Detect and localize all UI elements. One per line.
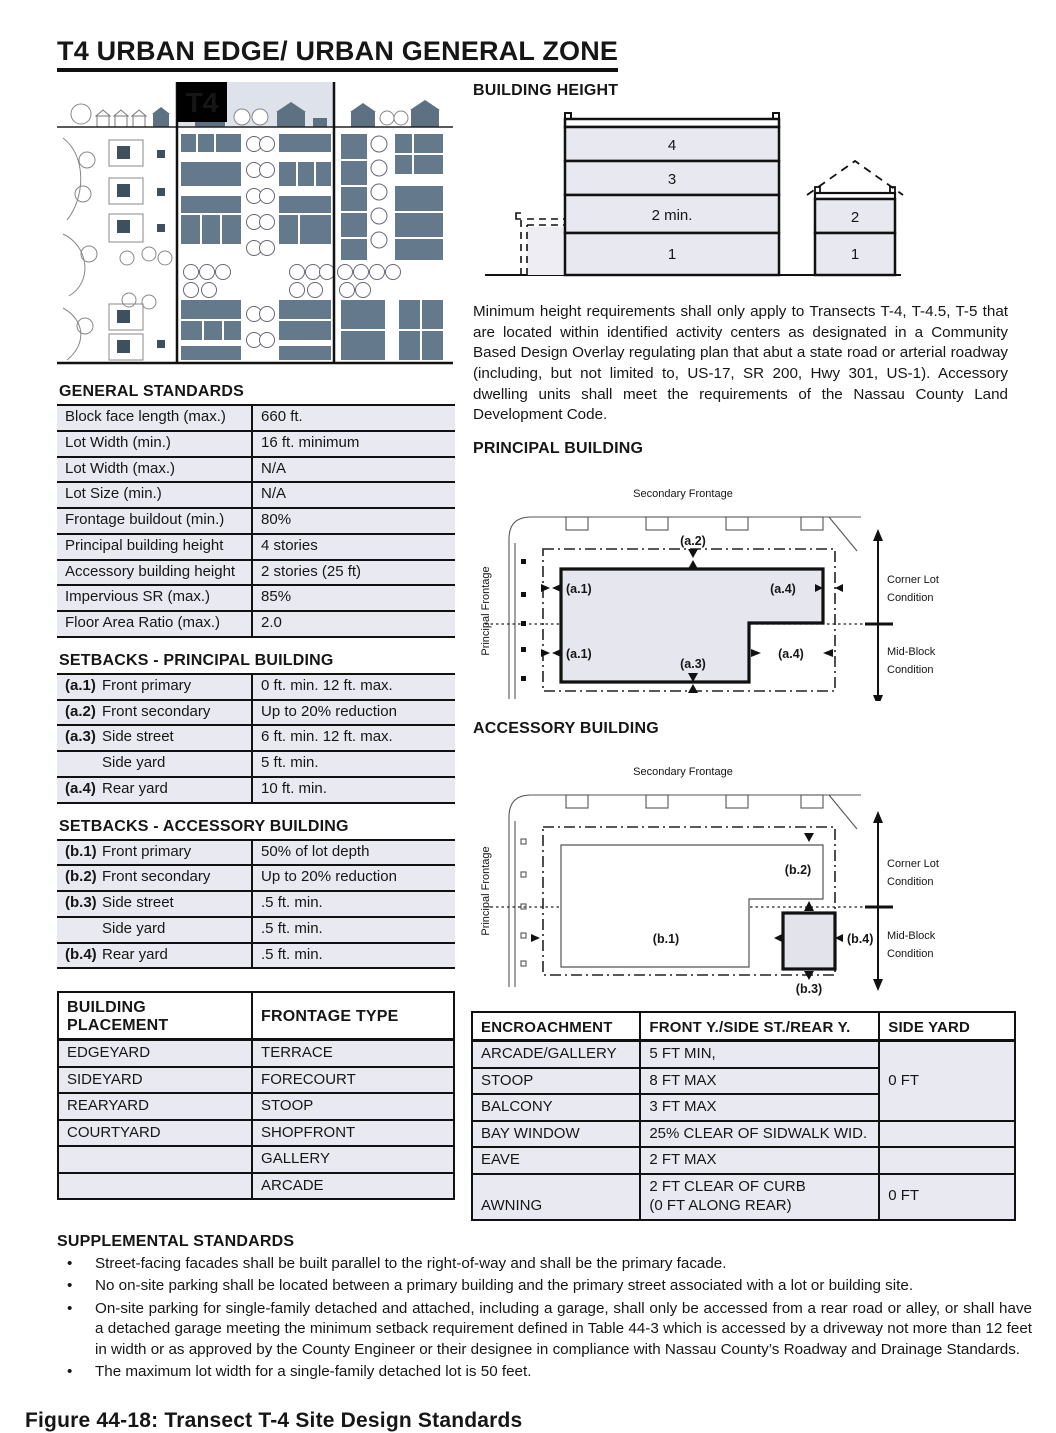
figure-caption: Figure 44-18: Transect T-4 Site Design Standards [25, 1408, 523, 1432]
setbacks-accessory-heading: SETBACKS - ACCESSORY BUILDING [59, 817, 349, 835]
table-row: (a.3) Side street 6 ft. min. 12 ft. max. [57, 725, 455, 751]
front-yard-header: FRONT Y./SIDE ST./REAR Y. [640, 1012, 879, 1041]
general-standards-table [57, 404, 455, 638]
secondary-frontage-label: Secondary Frontage [633, 766, 733, 779]
table-row: GALLERY [58, 1146, 454, 1173]
table-row: STOOP 8 FT MAX [472, 1068, 1015, 1095]
svg-text:(a.1): (a.1) [566, 582, 592, 597]
setbacks-accessory-table [57, 839, 455, 970]
table-row: COURTYARD SHOPFRONT [58, 1120, 454, 1147]
encroachment-header: ENCROACHMENT [472, 1012, 640, 1041]
encroachment-table [471, 1011, 1016, 1221]
svg-text:(a.4): (a.4) [770, 582, 796, 597]
supplemental-standards [57, 1233, 1032, 1383]
frontage-markers [521, 559, 526, 681]
general-standards-heading: GENERAL STANDARDS [59, 383, 245, 400]
svg-text:(a.3): (a.3) [680, 657, 706, 672]
table-row: (b.3) Side street .5 ft. min. [57, 891, 455, 917]
svg-text:Mid-Block: Mid-Block [887, 930, 936, 943]
plan-right-zone [341, 134, 443, 360]
svg-text:Condition: Condition [887, 948, 934, 961]
table-row: ARCADE/GALLERY 5 FT MIN, 0 FT [472, 1041, 1015, 1068]
t4-badge-label: T4 [185, 87, 219, 118]
table-row: BALCONY 3 FT MAX [472, 1094, 1015, 1121]
table-row: (b.1) Front primary 50% of lot depth [57, 840, 455, 866]
svg-text:Corner Lot: Corner Lot [887, 574, 939, 587]
height-note: Minimum height requirements shall only apply to Transects T-4, T-4.5, T-5 that are located within identified activity centers as designated in a Community Based Design Overlay regulating plan that abut a state road or arterial roadway (including, but not limited to, US-17, SR 200, Hwy 301, US-1). Accessory dwelling units shall meet the requirements of the Nassau County Land Development Code. [473, 303, 1008, 424]
building-height-diagram [477, 103, 907, 289]
frontage-header: FRONTAGE TYPE [252, 992, 454, 1040]
frontage-markers [521, 839, 526, 966]
table-header-row [58, 992, 454, 1040]
table-row: SIDEYARD FORECOURT [58, 1067, 454, 1094]
table-row: EDGEYARD TERRACE [58, 1040, 454, 1067]
principal-frontage-label: Principal Frontage [480, 846, 492, 936]
side-yard-value: 0 FT [879, 1041, 1015, 1121]
table-row: (a.1) Front primary 0 ft. min. 12 ft. max. [57, 674, 455, 700]
table-row: (a.4) Rear yard 10 ft. min. [57, 777, 455, 803]
table-row: Block face length (max.) 660 ft. [57, 405, 455, 431]
bullet-icon: • [67, 1363, 73, 1381]
svg-text:Corner Lot: Corner Lot [887, 858, 939, 871]
svg-text:(a.2): (a.2) [680, 534, 706, 549]
page-title: T4 URBAN EDGE/ URBAN GENERAL ZONE [57, 36, 618, 72]
transect-illustration [57, 82, 453, 368]
list-item: • Street-facing facades shall be built parallel to the right-of-way and shall be the primary facade. [57, 1254, 1032, 1275]
table-row: Lot Width (min.) 16 ft. minimum [57, 431, 455, 457]
table-header-row [472, 1012, 1015, 1041]
floor-label: 1 [667, 246, 677, 263]
secondary-frontage-label: Secondary Frontage [633, 488, 733, 501]
principal-building-section [565, 113, 779, 275]
supplemental-heading: SUPPLEMENTAL STANDARDS [57, 1232, 295, 1250]
condition-annotation [873, 811, 939, 991]
svg-text:Condition: Condition [887, 664, 934, 677]
floor-label: 3 [667, 171, 677, 188]
svg-text:Condition: Condition [887, 876, 934, 889]
bullet-icon: • [67, 1254, 73, 1272]
principal-building-heading: PRINCIPAL BUILDING [473, 440, 644, 458]
svg-text:(b.2): (b.2) [784, 863, 812, 878]
placement-frontage-table [57, 991, 455, 1200]
svg-text:(b.3): (b.3) [795, 982, 823, 997]
table-row: REARYARD STOOP [58, 1093, 454, 1120]
table-row: AWNING 2 FT CLEAR OF CURB (0 FT ALONG REAR) 0 FT [472, 1174, 1015, 1220]
table-row: Side yard .5 ft. min. [57, 917, 455, 943]
setbacks-principal-heading: SETBACKS - PRINCIPAL BUILDING [59, 651, 334, 669]
placement-header: BUILDING PLACEMENT [58, 992, 252, 1040]
table-row: EAVE 2 FT MAX [472, 1147, 1015, 1174]
svg-text:Condition: Condition [887, 592, 934, 605]
side-yard-value: 0 FT [879, 1174, 1015, 1220]
list-item: • On-site parking for single-family detached and attached, including a garage, shall only be accessed from a rear road or alley, or shall have a detached garage meeting the minimum setback requirement defined in Table 44-3 which is accessed by a driveway not more than 12 feet in width or as approved by the County Engineer or their designee in compliance with Nassau County’s Roadway and Drainage Standards. [57, 1299, 1032, 1361]
accessory-building-section [807, 161, 903, 275]
side-yard-header: SIDE YARD [879, 1012, 1015, 1041]
table-row: (b.2) Front secondary Up to 20% reduction [57, 865, 455, 891]
list-item: • No on-site parking shall be located between a primary building and the primary street associated with a lot or building site. [57, 1276, 1032, 1297]
floor-label: 2 [850, 209, 860, 226]
accessory-building-heading: ACCESSORY BUILDING [473, 720, 659, 738]
condition-annotation [873, 529, 939, 701]
bullet-icon: • [67, 1277, 73, 1295]
table-row: Accessory building height 2 stories (25 ft) [57, 560, 455, 586]
table-row: Frontage buildout (min.) 80% [57, 508, 455, 534]
table-row: (a.2) Front secondary Up to 20% reduction [57, 700, 455, 726]
svg-text:(b.4): (b.4) [847, 932, 874, 947]
floor-label: 2 min. [651, 207, 693, 224]
plan-left-houses [117, 146, 165, 353]
svg-text:(a.4): (a.4) [778, 647, 804, 662]
building-height-heading: BUILDING HEIGHT [473, 82, 619, 99]
table-row: (b.4) Rear yard .5 ft. min. [57, 943, 455, 969]
svg-text:(a.1): (a.1) [566, 647, 592, 662]
setbacks-principal-table [57, 673, 455, 804]
principal-frontage-label: Principal Frontage [480, 566, 492, 656]
floor-label: 1 [850, 246, 860, 263]
plan-left-zone [63, 138, 172, 360]
svg-text:Mid-Block: Mid-Block [887, 646, 936, 659]
table-row: Side yard 5 ft. min. [57, 751, 455, 777]
table-row: Floor Area Ratio (max.) 2.0 [57, 611, 455, 637]
accessory-building-footprint [783, 913, 835, 969]
table-row: Lot Width (max.) N/A [57, 457, 455, 483]
list-item: • The maximum lot width for a single-family detached lot is 50 feet. [57, 1362, 1032, 1383]
floor-label: 4 [667, 137, 677, 154]
bullet-icon: • [67, 1299, 73, 1317]
table-row: Lot Size (min.) N/A [57, 482, 455, 508]
table-row: BAY WINDOW 25% CLEAR OF SIDWALK WID. [472, 1121, 1015, 1148]
table-row: ARCADE [58, 1173, 454, 1200]
principal-building-diagram [471, 461, 1011, 701]
table-row: Principal building height 4 stories [57, 534, 455, 560]
accessory-building-diagram [471, 741, 1011, 996]
svg-text:(b.1): (b.1) [652, 932, 680, 947]
table-row: Impervious SR (max.) 85% [57, 585, 455, 611]
